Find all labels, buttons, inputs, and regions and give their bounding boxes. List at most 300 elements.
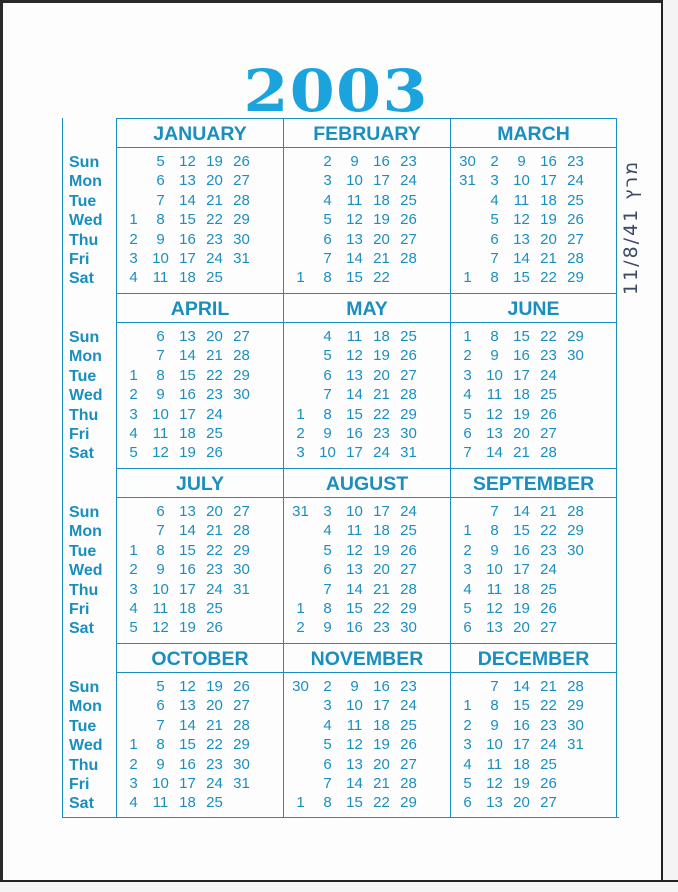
- month-days: [450, 322, 617, 468]
- date-cell: 5: [323, 347, 332, 365]
- date-cell: [228, 793, 255, 812]
- date-cell: 28: [400, 774, 417, 792]
- day-name-mon: Mon: [69, 698, 102, 716]
- date-cell: 26: [400, 541, 417, 559]
- date-cell: [287, 580, 314, 599]
- date-cell: 7: [323, 386, 332, 404]
- date-cell: 12: [346, 541, 363, 559]
- date-cell: 20: [373, 755, 390, 773]
- date-cell: [255, 152, 282, 171]
- date-cell: 18: [179, 599, 196, 617]
- date-cell: 7: [490, 249, 499, 267]
- date-cell: 6: [156, 697, 165, 715]
- date-cell: 8: [323, 794, 332, 812]
- date-cell: 29: [233, 366, 250, 384]
- date-cell: [255, 268, 282, 287]
- date-cell: 3: [323, 697, 332, 715]
- date-cell: 7: [323, 580, 332, 598]
- date-cell: 16: [540, 153, 557, 170]
- date-cell: [120, 327, 147, 346]
- date-cell: 27: [233, 697, 250, 715]
- date-cell: 14: [346, 249, 363, 267]
- date-cell: 12: [486, 405, 503, 423]
- date-cell: 23: [540, 347, 557, 365]
- date-cell: 1: [296, 599, 305, 617]
- date-cell: 29: [567, 697, 584, 715]
- date-cell: 2: [323, 678, 332, 695]
- date-cell: 4: [463, 386, 472, 404]
- date-cell: 24: [400, 503, 417, 520]
- date-cell: 17: [373, 697, 390, 715]
- date-cell: [422, 696, 449, 715]
- date-cell: [562, 424, 589, 443]
- date-cell: 27: [400, 755, 417, 773]
- day-name-tue: Tue: [69, 367, 97, 385]
- date-cell: 10: [486, 366, 503, 384]
- day-name-tue: Tue: [69, 192, 97, 210]
- date-cell: 10: [152, 580, 169, 598]
- date-cell: 28: [233, 191, 250, 209]
- date-cell: 24: [206, 249, 223, 267]
- year-title: 2003: [243, 57, 429, 125]
- date-cell: 26: [206, 444, 223, 462]
- date-cell: 8: [323, 269, 332, 287]
- month-days: [283, 147, 450, 293]
- date-cell: 1: [296, 269, 305, 287]
- month-title: JULY: [116, 468, 283, 497]
- date-cell: [255, 716, 282, 735]
- date-cell: 29: [400, 599, 417, 617]
- date-cell: 5: [490, 211, 499, 229]
- date-cell: 7: [490, 678, 499, 695]
- date-cell: 3: [463, 561, 472, 579]
- date-cell: [589, 171, 616, 190]
- date-cell: 25: [540, 580, 557, 598]
- date-cell: 16: [179, 561, 196, 579]
- date-cell: [120, 677, 147, 696]
- date-cell: [589, 541, 616, 560]
- date-cell: 26: [206, 619, 223, 637]
- date-cell: 6: [156, 172, 165, 190]
- date-cell: 18: [513, 755, 530, 773]
- date-cell: 18: [373, 522, 390, 540]
- date-cell: 18: [179, 424, 196, 442]
- date-cell: 10: [346, 503, 363, 520]
- date-cell: 25: [400, 328, 417, 345]
- date-cell: 12: [179, 153, 196, 170]
- date-cell: [589, 793, 616, 812]
- date-cell: 9: [323, 619, 332, 637]
- date-cell: 10: [346, 172, 363, 190]
- date-cell: 2: [129, 755, 138, 773]
- date-cell: 13: [486, 619, 503, 637]
- day-name-fri: Fri: [69, 600, 90, 618]
- date-cell: 16: [513, 541, 530, 559]
- date-cell: [589, 677, 616, 696]
- date-cell: [454, 210, 481, 229]
- date-cell: 14: [179, 347, 196, 365]
- date-cell: 20: [206, 503, 223, 520]
- date-cell: 19: [373, 211, 390, 229]
- date-cell: [255, 230, 282, 249]
- date-cell: 27: [233, 503, 250, 520]
- date-cell: [255, 327, 282, 346]
- date-cell: 11: [486, 580, 503, 598]
- date-cell: 26: [400, 211, 417, 229]
- date-cell: 25: [206, 599, 223, 617]
- day-name-thu: Thu: [69, 231, 99, 249]
- date-cell: 29: [567, 269, 584, 287]
- date-cell: 31: [233, 249, 250, 267]
- date-cell: 24: [206, 405, 223, 423]
- date-cell: 9: [156, 755, 165, 773]
- date-cell: 17: [179, 774, 196, 792]
- day-name-sat: Sat: [69, 445, 94, 463]
- date-cell: 17: [179, 580, 196, 598]
- date-cell: [422, 327, 449, 346]
- date-cell: 5: [323, 736, 332, 754]
- date-cell: 13: [179, 697, 196, 715]
- date-cell: 15: [179, 211, 196, 229]
- date-cell: 24: [400, 697, 417, 715]
- date-cell: 23: [206, 755, 223, 773]
- date-cell: [589, 716, 616, 735]
- day-name-sun: Sun: [69, 329, 100, 346]
- date-cell: 3: [129, 405, 138, 423]
- date-cell: 16: [373, 678, 390, 695]
- date-cell: 23: [373, 424, 390, 442]
- date-cell: 28: [540, 444, 557, 462]
- date-cell: 4: [323, 328, 332, 345]
- date-cell: 10: [346, 697, 363, 715]
- date-cell: 2: [463, 716, 472, 734]
- date-cell: [120, 152, 147, 171]
- date-cell: 19: [373, 541, 390, 559]
- date-cell: 21: [206, 347, 223, 365]
- date-cell: 6: [323, 230, 332, 248]
- date-cell: [422, 541, 449, 560]
- date-cell: 27: [233, 328, 250, 345]
- date-cell: [228, 599, 255, 618]
- date-cell: 21: [206, 522, 223, 540]
- date-cell: [562, 580, 589, 599]
- date-cell: 29: [400, 794, 417, 812]
- date-cell: [562, 793, 589, 812]
- date-cell: 14: [513, 678, 530, 695]
- date-cell: 20: [540, 230, 557, 248]
- date-cell: [255, 346, 282, 365]
- date-cell: [422, 677, 449, 696]
- date-cell: 7: [323, 774, 332, 792]
- date-cell: 6: [463, 794, 472, 812]
- date-cell: 29: [567, 522, 584, 540]
- date-cell: 2: [463, 347, 472, 365]
- date-cell: 15: [346, 794, 363, 812]
- date-cell: [589, 696, 616, 715]
- date-cell: 22: [540, 522, 557, 540]
- date-cell: [255, 385, 282, 404]
- date-cell: 9: [350, 678, 359, 695]
- date-cell: [287, 541, 314, 560]
- date-cell: 3: [129, 249, 138, 267]
- day-name-mon: Mon: [69, 173, 102, 191]
- date-cell: 27: [400, 366, 417, 384]
- date-cell: [454, 677, 481, 696]
- date-cell: 28: [567, 503, 584, 520]
- date-cell: [422, 502, 449, 521]
- date-cell: [228, 405, 255, 424]
- date-cell: 1: [129, 736, 138, 754]
- day-names-row-4: [69, 678, 119, 814]
- date-cell: 13: [346, 230, 363, 248]
- month-title: APRIL: [116, 293, 283, 322]
- date-cell: [589, 191, 616, 210]
- date-cell: [255, 502, 282, 521]
- date-cell: 7: [323, 249, 332, 267]
- month-title: MAY: [283, 293, 450, 322]
- date-cell: [422, 521, 449, 540]
- date-cell: 19: [179, 444, 196, 462]
- date-cell: 14: [513, 249, 530, 267]
- day-name-sat: Sat: [69, 620, 94, 638]
- date-cell: 9: [156, 230, 165, 248]
- date-cell: [422, 249, 449, 268]
- date-cell: 14: [513, 503, 530, 520]
- date-cell: 30: [459, 153, 476, 170]
- date-cell: 13: [179, 503, 196, 520]
- date-cell: 8: [490, 697, 499, 715]
- date-cell: 4: [129, 599, 138, 617]
- date-cell: 27: [400, 230, 417, 248]
- date-cell: 17: [373, 172, 390, 190]
- date-cell: 11: [346, 191, 363, 209]
- date-cell: 11: [152, 599, 169, 617]
- date-cell: [255, 580, 282, 599]
- date-cell: 2: [129, 386, 138, 404]
- date-cell: 17: [513, 736, 530, 754]
- date-cell: 21: [513, 444, 530, 462]
- date-cell: 10: [152, 405, 169, 423]
- date-cell: 17: [179, 405, 196, 423]
- date-cell: 12: [152, 444, 169, 462]
- date-cell: 12: [346, 736, 363, 754]
- date-cell: 21: [373, 249, 390, 267]
- date-cell: [589, 502, 616, 521]
- date-cell: [255, 210, 282, 229]
- date-cell: [287, 152, 314, 171]
- date-cell: 5: [323, 211, 332, 229]
- date-cell: [287, 346, 314, 365]
- day-name-thu: Thu: [69, 756, 99, 774]
- date-cell: 31: [459, 172, 476, 190]
- date-cell: [287, 191, 314, 210]
- date-cell: 1: [296, 794, 305, 812]
- date-cell: 8: [490, 522, 499, 540]
- date-cell: 18: [373, 328, 390, 345]
- date-cell: 21: [540, 503, 557, 520]
- day-name-fri: Fri: [69, 425, 90, 443]
- date-cell: 3: [463, 366, 472, 384]
- date-cell: 12: [513, 211, 530, 229]
- date-cell: 20: [373, 230, 390, 248]
- date-cell: 24: [206, 580, 223, 598]
- day-name-thu: Thu: [69, 406, 99, 424]
- date-cell: [255, 735, 282, 754]
- date-cell: [589, 560, 616, 579]
- date-cell: 3: [463, 736, 472, 754]
- date-cell: [589, 249, 616, 268]
- date-cell: [562, 366, 589, 385]
- date-cell: 9: [490, 347, 499, 365]
- month-july: [116, 468, 283, 643]
- date-cell: [228, 443, 255, 462]
- month-november: [283, 643, 450, 818]
- date-cell: 1: [129, 211, 138, 229]
- date-cell: 20: [206, 172, 223, 190]
- date-cell: 14: [179, 716, 196, 734]
- date-cell: 29: [400, 405, 417, 423]
- date-cell: 2: [129, 561, 138, 579]
- date-cell: [422, 210, 449, 229]
- month-days: [450, 147, 617, 293]
- date-cell: [422, 385, 449, 404]
- month-september: [450, 468, 617, 643]
- date-cell: 14: [179, 522, 196, 540]
- date-cell: 19: [513, 599, 530, 617]
- date-cell: 16: [513, 716, 530, 734]
- date-cell: 19: [513, 774, 530, 792]
- date-cell: [422, 230, 449, 249]
- date-cell: [287, 696, 314, 715]
- day-name-thu: Thu: [69, 581, 99, 599]
- date-cell: [255, 424, 282, 443]
- date-cell: 22: [540, 269, 557, 287]
- date-cell: 10: [152, 774, 169, 792]
- date-cell: 2: [490, 153, 499, 170]
- date-cell: [422, 735, 449, 754]
- date-cell: [422, 152, 449, 171]
- month-title: DECEMBER: [450, 643, 617, 672]
- date-cell: 28: [233, 347, 250, 365]
- date-cell: 24: [540, 736, 557, 754]
- date-cell: 15: [179, 541, 196, 559]
- date-cell: [255, 249, 282, 268]
- date-cell: 16: [346, 424, 363, 442]
- date-cell: 4: [463, 580, 472, 598]
- date-cell: 3: [323, 172, 332, 190]
- date-cell: 6: [323, 561, 332, 579]
- date-cell: 15: [513, 522, 530, 540]
- date-cell: [120, 521, 147, 540]
- date-cell: 10: [319, 444, 336, 462]
- date-cell: [287, 385, 314, 404]
- date-cell: 4: [490, 191, 499, 209]
- date-cell: 26: [400, 347, 417, 365]
- date-cell: [454, 230, 481, 249]
- date-cell: [255, 521, 282, 540]
- date-cell: [422, 599, 449, 618]
- day-name-wed: Wed: [69, 387, 103, 405]
- date-cell: [228, 424, 255, 443]
- date-cell: 20: [373, 561, 390, 579]
- month-august: [283, 468, 450, 643]
- page-edge-right: [661, 0, 678, 890]
- date-cell: 2: [296, 619, 305, 637]
- date-cell: 10: [513, 172, 530, 190]
- date-cell: 27: [540, 619, 557, 637]
- day-name-wed: Wed: [69, 562, 103, 580]
- day-name-tue: Tue: [69, 717, 97, 735]
- date-cell: 15: [513, 697, 530, 715]
- date-cell: 28: [567, 249, 584, 267]
- date-cell: [255, 599, 282, 618]
- date-cell: [255, 755, 282, 774]
- date-cell: 25: [400, 716, 417, 734]
- date-cell: 11: [486, 755, 503, 773]
- date-cell: 6: [463, 619, 472, 637]
- date-cell: 18: [513, 580, 530, 598]
- date-cell: [255, 541, 282, 560]
- date-cell: 30: [233, 561, 250, 579]
- date-cell: [395, 268, 422, 287]
- date-cell: [562, 405, 589, 424]
- date-cell: [287, 774, 314, 793]
- date-cell: 4: [323, 522, 332, 540]
- date-cell: [255, 560, 282, 579]
- date-cell: 11: [486, 386, 503, 404]
- date-cell: 23: [206, 386, 223, 404]
- date-cell: 24: [540, 561, 557, 579]
- date-cell: 26: [567, 211, 584, 229]
- date-cell: 21: [540, 678, 557, 695]
- month-title: OCTOBER: [116, 643, 283, 672]
- date-cell: 16: [179, 755, 196, 773]
- date-cell: 22: [206, 366, 223, 384]
- month-days: [283, 497, 450, 643]
- date-cell: 9: [156, 561, 165, 579]
- date-cell: 30: [567, 541, 584, 559]
- date-cell: [287, 327, 314, 346]
- date-cell: 6: [463, 424, 472, 442]
- date-cell: [562, 599, 589, 618]
- date-cell: 9: [490, 716, 499, 734]
- date-cell: [562, 385, 589, 404]
- date-cell: 11: [346, 328, 363, 345]
- date-cell: 19: [513, 405, 530, 423]
- date-cell: [589, 618, 616, 637]
- date-cell: 21: [206, 716, 223, 734]
- month-days: [116, 497, 283, 643]
- date-cell: 8: [490, 269, 499, 287]
- date-cell: 20: [206, 328, 223, 345]
- date-cell: [422, 405, 449, 424]
- day-name-fri: Fri: [69, 775, 90, 793]
- date-cell: 23: [400, 153, 417, 170]
- month-april: [116, 293, 283, 468]
- date-cell: 2: [463, 541, 472, 559]
- date-cell: 8: [323, 599, 332, 617]
- date-cell: 25: [400, 191, 417, 209]
- date-cell: 18: [179, 794, 196, 812]
- date-cell: 31: [292, 503, 309, 520]
- date-cell: 30: [400, 424, 417, 442]
- date-cell: 26: [540, 599, 557, 617]
- date-cell: 18: [373, 716, 390, 734]
- date-cell: 8: [490, 328, 499, 345]
- date-cell: 9: [156, 386, 165, 404]
- date-cell: 28: [567, 678, 584, 695]
- date-cell: 14: [346, 386, 363, 404]
